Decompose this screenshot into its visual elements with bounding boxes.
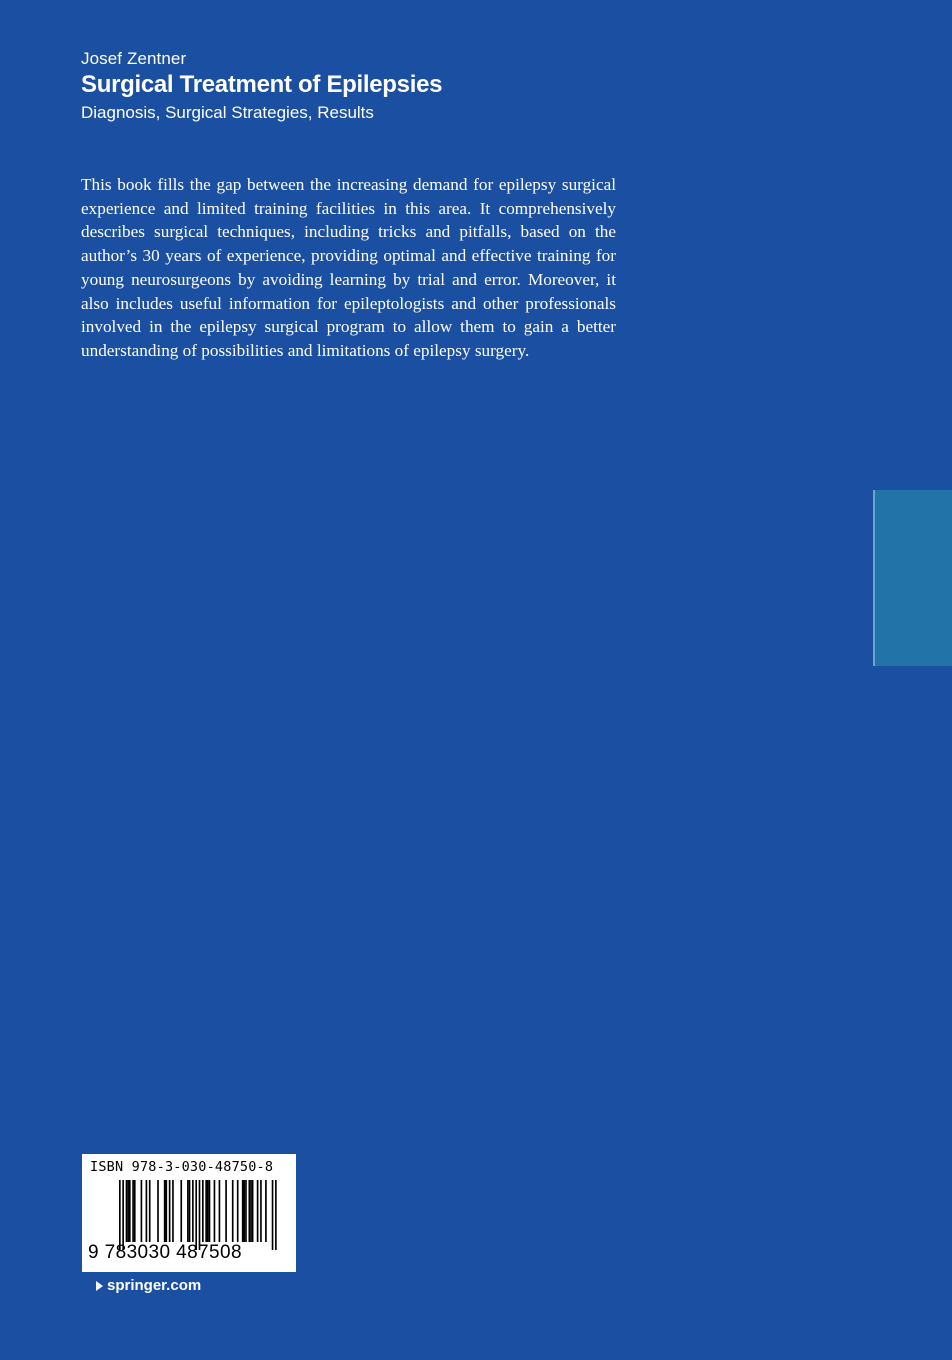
barcode-bar	[242, 1180, 244, 1242]
barcode-bar	[164, 1180, 166, 1242]
barcode-bar	[260, 1180, 262, 1242]
barcode-bar	[214, 1180, 216, 1242]
publisher-url: springer.com	[107, 1277, 202, 1294]
barcode-bar	[192, 1180, 194, 1242]
isbn-label: ISBN 978-3-030-48750-8	[90, 1159, 274, 1175]
book-title: Surgical Treatment of Epilepsies	[81, 71, 443, 98]
barcode-bar	[157, 1180, 159, 1242]
barcode-bar	[207, 1180, 209, 1242]
publisher-link[interactable]	[96, 1275, 201, 1297]
barcode-bar	[119, 1180, 121, 1250]
barcode-bar	[199, 1180, 201, 1250]
barcode-bar	[169, 1180, 171, 1242]
barcode-bar	[205, 1180, 207, 1242]
barcode-bar	[225, 1180, 227, 1242]
barcode-bar	[209, 1180, 211, 1242]
barcode-bar	[265, 1180, 267, 1242]
barcode-bar	[275, 1180, 277, 1250]
barcode-bar	[245, 1180, 247, 1242]
barcode-bar	[219, 1180, 221, 1242]
barcode-bar	[250, 1180, 252, 1242]
arrow-right-icon	[96, 1281, 103, 1291]
barcode-bar	[237, 1180, 239, 1242]
side-color-tab	[873, 490, 952, 666]
barcode-bar	[122, 1180, 124, 1250]
book-subtitle: Diagnosis, Surgical Strategies, Results	[81, 103, 374, 122]
barcode-bar	[189, 1180, 191, 1242]
barcode-bar	[257, 1180, 259, 1242]
barcode-bar	[172, 1180, 174, 1242]
author-name: Josef Zentner	[81, 49, 187, 68]
barcode-bar	[180, 1180, 182, 1242]
barcode-bar	[272, 1180, 274, 1250]
book-description: This book fills the gap between the increasing demand for epilepsy surgical experience and limited training facilities in this area. It comprehensively describes surgical techniques, including tricks and pitfalls, based on the author’s 30 years of experience, providing optimal and effective training for young neurosurgeons by avoiding learning by trial and error. Moreover, it also includes useful information for epileptologists and other professionals involved in the epilepsy surgical program to allow them to gain a better understanding of possibilities and limitations of epilepsy surgery.	[81, 175, 616, 360]
barcode-bar	[127, 1180, 129, 1242]
barcode-bar	[149, 1180, 151, 1242]
cover-header	[81, 48, 641, 126]
barcode-bar	[195, 1180, 197, 1250]
barcode-bar	[252, 1180, 254, 1242]
barcode-bar	[129, 1180, 131, 1242]
barcode-bar	[165, 1180, 167, 1242]
barcode-bar	[244, 1180, 246, 1242]
isbn-barcode	[82, 1154, 296, 1272]
barcode-bar	[248, 1180, 250, 1242]
barcode-bar	[141, 1180, 143, 1242]
barcode-bar	[126, 1180, 128, 1242]
barcode-bar	[146, 1180, 148, 1242]
barcode-bar	[134, 1180, 136, 1242]
barcode-bar	[132, 1180, 134, 1242]
barcode-bar	[202, 1180, 204, 1242]
barcode-bar	[232, 1180, 234, 1242]
ean-digits: 9 783030 487508	[88, 1242, 242, 1263]
barcode-bar	[187, 1180, 189, 1242]
